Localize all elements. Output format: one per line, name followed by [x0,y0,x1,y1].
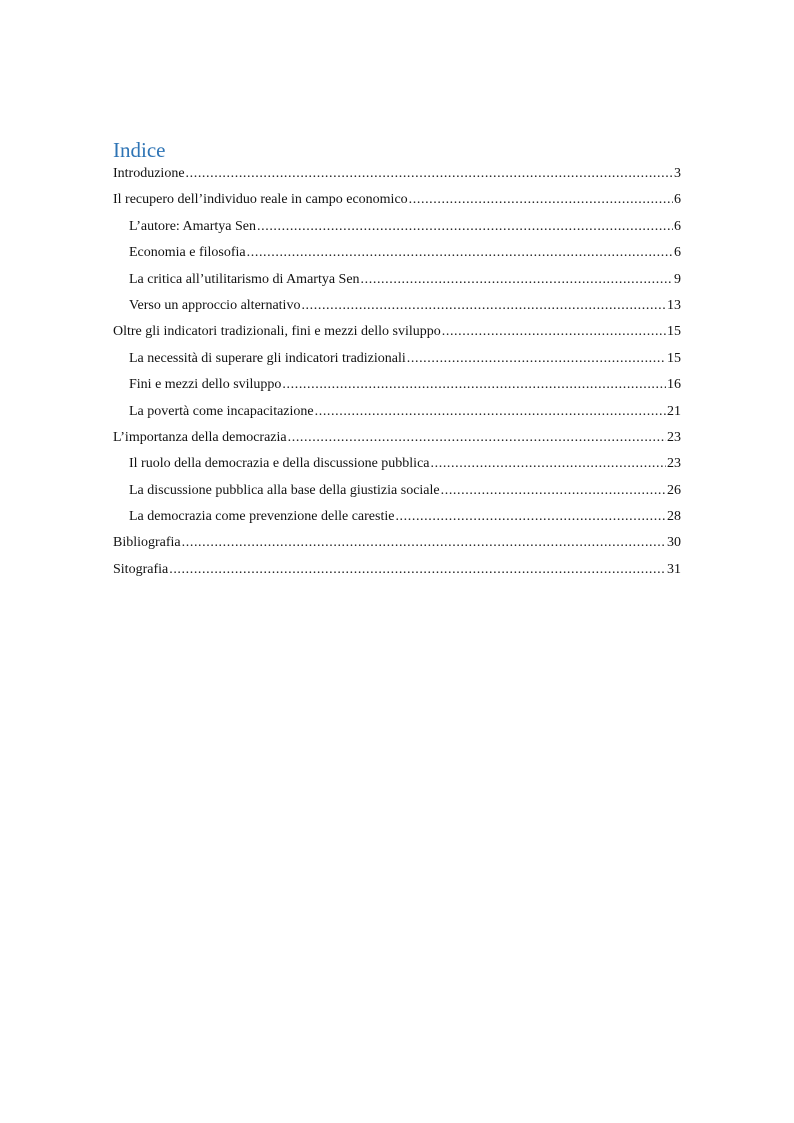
toc-entry[interactable] [113,214,681,240]
toc-entry[interactable] [113,451,681,477]
dot-leader [441,478,666,504]
dot-leader [301,293,666,319]
dot-leader [409,187,673,213]
toc-entry-label: L’autore: Amartya Sen [129,218,257,234]
dot-leader [169,557,666,583]
dot-leader [407,346,666,372]
toc-title: Indice [113,138,166,162]
toc-entry[interactable] [113,267,681,293]
toc-entry-page-number: 23 [667,429,681,445]
toc-entry-label: Sitografia [113,561,169,577]
toc-entry[interactable] [113,161,681,187]
dot-leader [315,399,666,425]
dot-leader [288,425,666,451]
toc-entry[interactable] [113,187,681,213]
toc-entry-page-number: 15 [667,324,681,340]
dot-leader [186,161,673,187]
toc-entry-label: Il ruolo della democrazia e della discussione pubblica [129,456,430,472]
toc-entry-label: Fini e mezzi dello sviluppo [129,377,282,393]
toc-entry[interactable] [113,319,681,345]
toc-entry-label: Bibliografia [113,535,181,551]
toc-entry-page-number: 23 [667,456,681,472]
toc-entry[interactable] [113,478,681,504]
toc-entry-page-number: 16 [667,377,681,393]
dot-leader [431,451,666,477]
toc-entry[interactable] [113,372,681,398]
dot-leader [282,372,666,398]
toc-entry-page-number: 21 [667,403,681,419]
toc-entry-label: Economia e filosofia [129,245,246,261]
toc-entry-page-number: 9 [674,271,681,287]
toc-entry[interactable] [113,346,681,372]
toc-entry[interactable] [113,530,681,556]
toc-entry[interactable] [113,399,681,425]
toc-entry-page-number: 3 [674,166,681,181]
toc-entry-page-number: 30 [667,535,681,551]
toc-entry-label: La povertà come incapacitazione [129,403,314,419]
dot-leader [442,319,666,345]
toc-entry[interactable] [113,557,681,583]
toc-entry-label: Il recupero dell’individuo reale in campo economico [113,192,408,208]
toc-entry-page-number: 28 [667,509,681,525]
toc-entry-label: La critica all’utilitarismo di Amartya Sen [129,271,360,287]
toc-entry-page-number: 31 [667,561,681,577]
dot-leader [257,214,673,240]
toc-entry-page-number: 6 [674,192,681,208]
toc-entry-label: La democrazia come prevenzione delle carestie [129,509,395,525]
toc-entry-label: La necessità di superare gli indicatori tradizionali [129,350,406,366]
dot-leader [395,504,666,530]
toc-entry[interactable] [113,504,681,530]
table-of-contents [113,161,681,583]
dot-leader [247,240,673,266]
toc-entry-page-number: 6 [674,218,681,234]
toc-entry-label: Introduzione [113,166,185,181]
toc-entry-label: Verso un approccio alternativo [129,297,301,313]
toc-entry-label: La discussione pubblica alla base della giustizia sociale [129,482,440,498]
toc-entry-label: Oltre gli indicatori tradizionali, fini e mezzi dello sviluppo [113,324,441,340]
toc-entry[interactable] [113,425,681,451]
toc-entry-page-number: 15 [667,350,681,366]
toc-entry[interactable] [113,293,681,319]
toc-entry-page-number: 26 [667,482,681,498]
toc-entry-label: L’importanza della democrazia [113,429,287,445]
toc-entry-page-number: 6 [674,245,681,261]
dot-leader [361,267,673,293]
toc-entry[interactable] [113,240,681,266]
toc-entry-page-number: 13 [667,297,681,313]
dot-leader [182,530,666,556]
